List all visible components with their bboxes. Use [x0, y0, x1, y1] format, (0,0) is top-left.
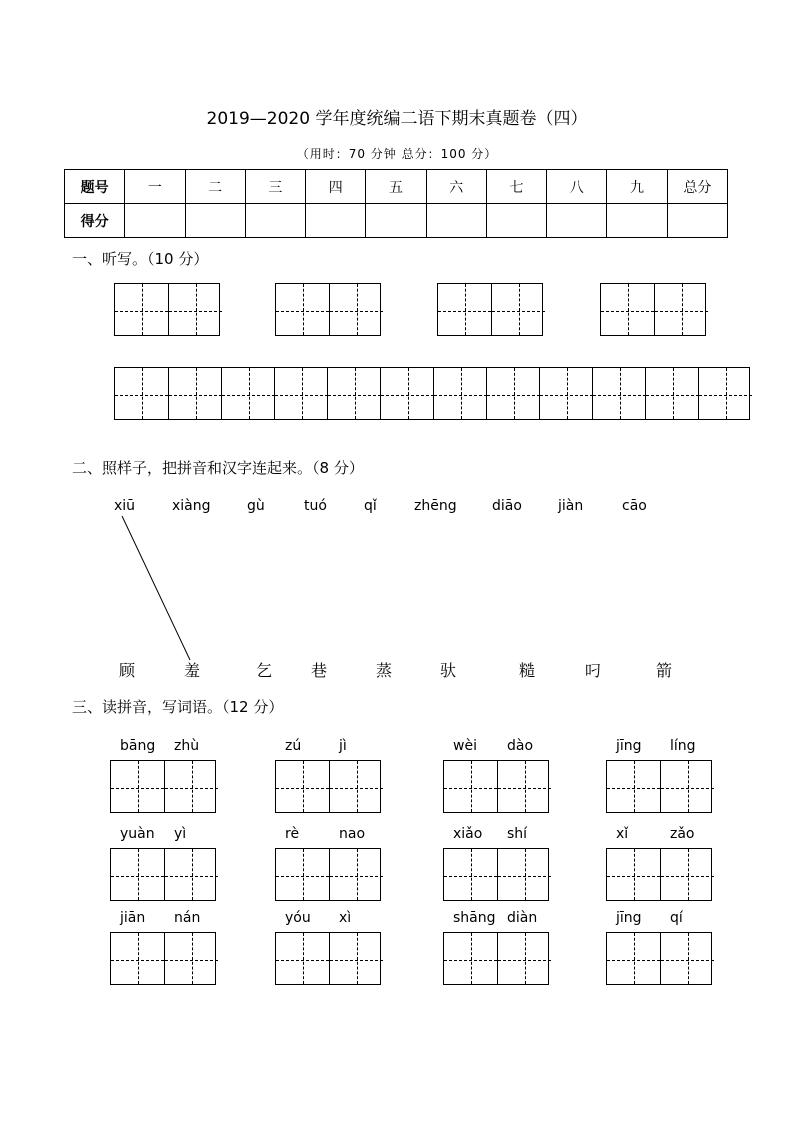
section-3-title: 三、读拼音，写词语。（12 分）: [72, 698, 284, 716]
word-pinyin: jīng: [616, 910, 642, 926]
cell-guide-vertical: [192, 761, 193, 812]
match-pinyin: gù: [247, 498, 265, 514]
writing-cell[interactable]: [660, 933, 714, 984]
word-pinyin: zú: [285, 738, 302, 754]
word-pinyin: yì: [174, 826, 187, 842]
match-pinyin: zhēng: [414, 498, 457, 514]
cell-guide-vertical: [688, 761, 689, 812]
score-table-cell: 六: [426, 170, 486, 204]
word-pinyin: yuàn: [120, 826, 155, 842]
match-pinyin: cāo: [622, 498, 647, 514]
writing-cell[interactable]: [444, 761, 497, 812]
score-table-cell: 五: [366, 170, 426, 204]
writing-cell[interactable]: [329, 933, 383, 984]
writing-cell[interactable]: [111, 933, 164, 984]
word-pinyin: nán: [174, 910, 201, 926]
cell-guide-vertical: [634, 849, 635, 900]
writing-grid[interactable]: [110, 760, 216, 813]
match-hanzi: 羞: [184, 661, 201, 680]
writing-cell[interactable]: [276, 933, 329, 984]
cell-guide-horizontal: [165, 788, 218, 789]
writing-cell[interactable]: [660, 849, 714, 900]
writing-cell[interactable]: [276, 849, 329, 900]
cell-guide-horizontal: [330, 960, 383, 961]
cell-guide-horizontal: [607, 876, 660, 877]
word-pinyin: diàn: [507, 910, 538, 926]
word-pinyin: jì: [339, 738, 347, 754]
word-pinyin: dào: [507, 738, 534, 754]
score-table-cell: 七: [486, 170, 546, 204]
cell-guide-vertical: [303, 761, 304, 812]
cell-guide-horizontal: [330, 788, 383, 789]
cell-guide-vertical: [357, 933, 358, 984]
word-pinyin: xiǎo: [453, 826, 483, 842]
match-pinyin: tuó: [304, 498, 327, 514]
writing-grid[interactable]: [275, 932, 381, 985]
match-hanzi: 乞: [256, 661, 273, 680]
writing-cell[interactable]: [607, 933, 660, 984]
word-pinyin: xì: [339, 910, 352, 926]
writing-cell[interactable]: [164, 761, 218, 812]
writing-cell[interactable]: [164, 849, 218, 900]
writing-cell[interactable]: [497, 933, 551, 984]
word-pinyin: jiān: [120, 910, 146, 926]
match-hanzi: 巷: [311, 661, 328, 680]
cell-guide-vertical: [525, 761, 526, 812]
writing-cell[interactable]: [329, 849, 383, 900]
cell-guide-horizontal: [330, 876, 383, 877]
cell-guide-horizontal: [607, 960, 660, 961]
match-pinyin: jiàn: [558, 498, 584, 514]
word-pinyin: shí: [507, 826, 528, 842]
cell-guide-vertical: [525, 933, 526, 984]
score-table-cell: 总分: [667, 170, 727, 204]
section-2-title: 二、照样子，把拼音和汉字连起来。（8 分）: [72, 459, 364, 477]
score-row-label: 得分: [65, 204, 125, 238]
cell-guide-horizontal: [498, 876, 551, 877]
writing-cell[interactable]: [111, 761, 164, 812]
score-table-cell: 二: [185, 170, 245, 204]
writing-grid[interactable]: [443, 848, 549, 901]
cell-guide-horizontal: [444, 788, 497, 789]
writing-grid[interactable]: [275, 848, 381, 901]
match-hanzi: 糙: [519, 661, 536, 680]
cell-guide-horizontal: [165, 960, 218, 961]
writing-grid[interactable]: [606, 760, 712, 813]
match-pinyin: diāo: [492, 498, 522, 514]
match-hanzi: 箭: [656, 661, 673, 680]
word-pinyin: qí: [670, 910, 683, 926]
cell-guide-horizontal: [661, 876, 714, 877]
cell-guide-vertical: [634, 761, 635, 812]
cell-guide-horizontal: [276, 960, 329, 961]
score-table-cell: 八: [547, 170, 607, 204]
score-table-cell: 四: [306, 170, 366, 204]
cell-guide-vertical: [357, 761, 358, 812]
cell-guide-vertical: [525, 849, 526, 900]
word-pinyin: yóu: [285, 910, 311, 926]
cell-guide-horizontal: [444, 960, 497, 961]
writing-cell[interactable]: [111, 849, 164, 900]
word-pinyin: rè: [285, 826, 300, 842]
writing-grid[interactable]: [443, 760, 549, 813]
writing-cell[interactable]: [607, 849, 660, 900]
score-table-cell: 三: [245, 170, 305, 204]
cell-guide-horizontal: [661, 788, 714, 789]
word-pinyin: líng: [670, 738, 696, 754]
word-pinyin: jīng: [616, 738, 642, 754]
writing-grid[interactable]: [606, 848, 712, 901]
cell-guide-vertical: [303, 849, 304, 900]
cell-guide-horizontal: [276, 876, 329, 877]
writing-cell[interactable]: [444, 933, 497, 984]
writing-cell[interactable]: [329, 761, 383, 812]
match-pinyin: xiàng: [172, 498, 211, 514]
writing-cell[interactable]: [444, 849, 497, 900]
cell-guide-vertical: [688, 849, 689, 900]
writing-cell[interactable]: [497, 761, 551, 812]
cell-guide-horizontal: [276, 788, 329, 789]
page-title: 2019—2020 学年度统编二语下期末真题卷（四）: [206, 109, 588, 129]
cell-guide-vertical: [138, 761, 139, 812]
word-pinyin: zǎo: [670, 826, 695, 842]
section-1-title: 一、听写。（10 分）: [72, 250, 209, 268]
cell-guide-horizontal: [607, 788, 660, 789]
word-pinyin: xǐ: [616, 826, 629, 842]
score-table-cell: 题号: [65, 170, 125, 204]
page-subtitle: （用时：70 分钟 总分：100 分）: [296, 147, 498, 161]
match-hanzi: 驮: [440, 661, 457, 680]
word-pinyin: bāng: [120, 738, 156, 754]
writing-cell[interactable]: [497, 849, 551, 900]
writing-grid[interactable]: [110, 932, 216, 985]
cell-guide-vertical: [357, 849, 358, 900]
cell-guide-vertical: [471, 761, 472, 812]
cell-guide-vertical: [138, 933, 139, 984]
cell-guide-vertical: [192, 849, 193, 900]
writing-grid[interactable]: [275, 760, 381, 813]
writing-cell[interactable]: [660, 761, 714, 812]
cell-guide-horizontal: [498, 788, 551, 789]
writing-cell[interactable]: [164, 933, 218, 984]
cell-guide-vertical: [471, 933, 472, 984]
cell-guide-vertical: [688, 933, 689, 984]
cell-guide-horizontal: [444, 876, 497, 877]
writing-grid[interactable]: [606, 932, 712, 985]
word-pinyin: zhù: [174, 738, 200, 754]
match-hanzi: 顾: [119, 661, 136, 680]
cell-guide-horizontal: [111, 960, 164, 961]
cell-guide-vertical: [303, 933, 304, 984]
cell-guide-horizontal: [111, 876, 164, 877]
word-pinyin: wèi: [453, 738, 477, 754]
writing-cell[interactable]: [276, 761, 329, 812]
score-table-cell: 一: [125, 170, 185, 204]
cell-guide-horizontal: [111, 788, 164, 789]
word-pinyin: shāng: [453, 910, 496, 926]
word-pinyin: nao: [339, 826, 366, 842]
cell-guide-vertical: [192, 933, 193, 984]
cell-guide-horizontal: [498, 960, 551, 961]
match-hanzi: 蒸: [376, 661, 393, 680]
match-pinyin: xiū: [114, 498, 136, 514]
writing-cell[interactable]: [607, 761, 660, 812]
score-table-cell: 九: [607, 170, 667, 204]
cell-guide-horizontal: [165, 876, 218, 877]
cell-guide-vertical: [634, 933, 635, 984]
cell-guide-horizontal: [661, 960, 714, 961]
match-pinyin: qǐ: [364, 498, 377, 514]
cell-guide-vertical: [138, 849, 139, 900]
writing-grid[interactable]: [443, 932, 549, 985]
match-hanzi: 叼: [585, 661, 602, 680]
writing-grid[interactable]: [110, 848, 216, 901]
cell-guide-vertical: [471, 849, 472, 900]
